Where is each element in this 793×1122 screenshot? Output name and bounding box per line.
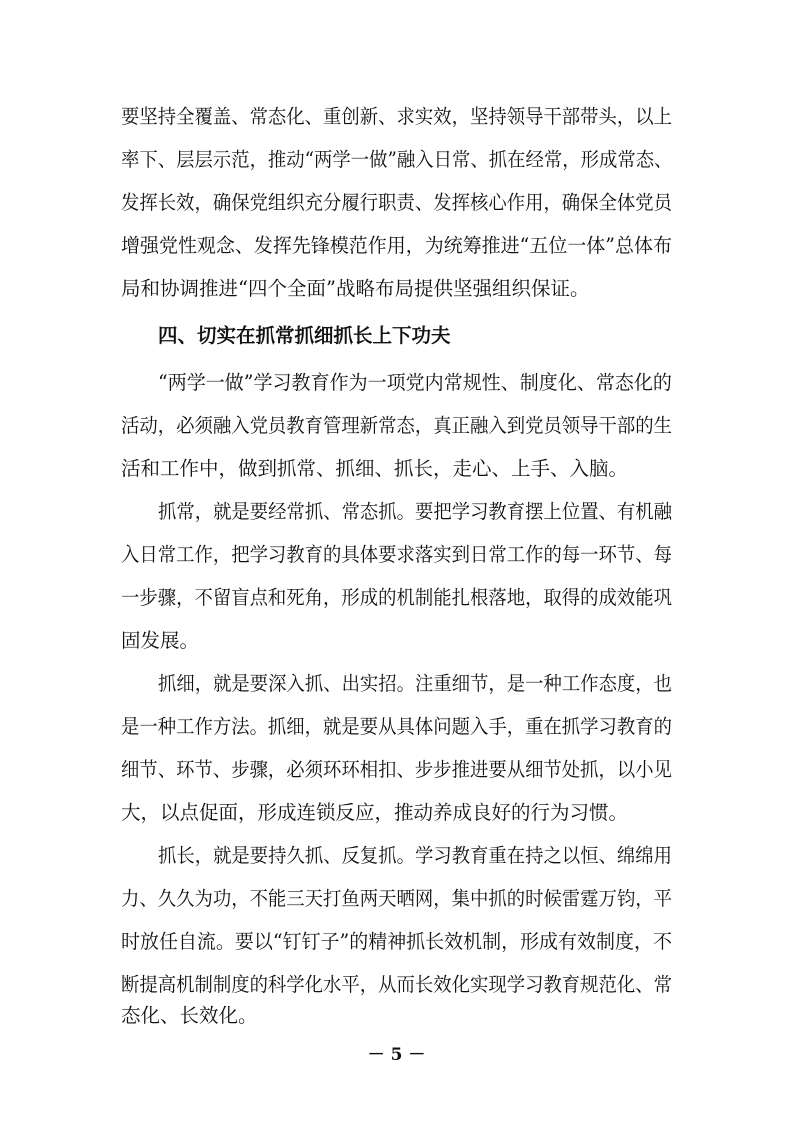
paragraph-line: 增强党性观念、发挥先锋模范作用，为统筹推进“五位一体”总体布 bbox=[121, 234, 672, 257]
paragraph-line: 活动，必须融入党员教育管理新常态，真正融入到党员领导干部的生 bbox=[121, 414, 673, 437]
paragraph-line: 抓长，就是要持久抓、反复抓。学习教育重在持之以恒、绵绵用 bbox=[158, 844, 673, 867]
paragraph-line: 力、久久为功，不能三天打鱼两天晒网，集中抓的时候雷霆万钧，平 bbox=[121, 887, 673, 910]
paragraph-line: 断提高机制制度的科学化水平，从而长效化实现学习教育规范化、常 bbox=[121, 973, 673, 996]
paragraph-line: 率下、层层示范，推动“两学一做”融入日常、抓在经常，形成常态、 bbox=[121, 148, 673, 171]
paragraph-line: 态化、长效化。 bbox=[121, 1004, 258, 1027]
paragraph-line: 固发展。 bbox=[121, 629, 200, 652]
paragraph-line: 一步骤，不留盲点和死角，形成的机制能扎根落地，取得的成效能巩 bbox=[121, 586, 673, 609]
paragraph-line: 细节、环节、步骤，必须环环相扣、步步推进要从细节处抓，以小见 bbox=[121, 758, 673, 781]
section-heading: 四、切实在抓常抓细抓长上下功夫 bbox=[158, 324, 451, 347]
paragraph-line: “两学一做”学习教育作为一项党内常规性、制度化、常态化的 bbox=[158, 371, 672, 394]
paragraph-line: 时放任自流。要以“钉钉子”的精神抓长效机制，形成有效制度，不 bbox=[121, 930, 672, 953]
paragraph-line: 活和工作中，做到抓常、抓细、抓长，走心、上手、入脑。 bbox=[121, 457, 629, 480]
page-number: － 5 － bbox=[367, 1045, 426, 1065]
paragraph-line: 入日常工作，把学习教育的具体要求落实到日常工作的每一环节、每 bbox=[121, 543, 673, 566]
paragraph-line: 抓常，就是要经常抓、常态抓。要把学习教育摆上位置、有机融 bbox=[158, 500, 673, 523]
paragraph-line: 局和协调推进“四个全面”战略布局提供坚强组织保证。 bbox=[121, 277, 590, 300]
paragraph-line: 发挥长效，确保党组织充分履行职责、发挥核心作用，确保全体党员 bbox=[121, 191, 673, 214]
paragraph-line: 抓细，就是要深入抓、出实招。注重细节，是一种工作态度，也 bbox=[158, 672, 673, 695]
paragraph-line: 大，以点促面，形成连锁反应，推动养成良好的行为习惯。 bbox=[121, 801, 629, 824]
paragraph-line: 是一种工作方法。抓细，就是要从具体问题入手，重在抓学习教育的 bbox=[121, 715, 673, 738]
paragraph-line: 要坚持全覆盖、常态化、重创新、求实效，坚持领导干部带头，以上 bbox=[121, 105, 673, 128]
